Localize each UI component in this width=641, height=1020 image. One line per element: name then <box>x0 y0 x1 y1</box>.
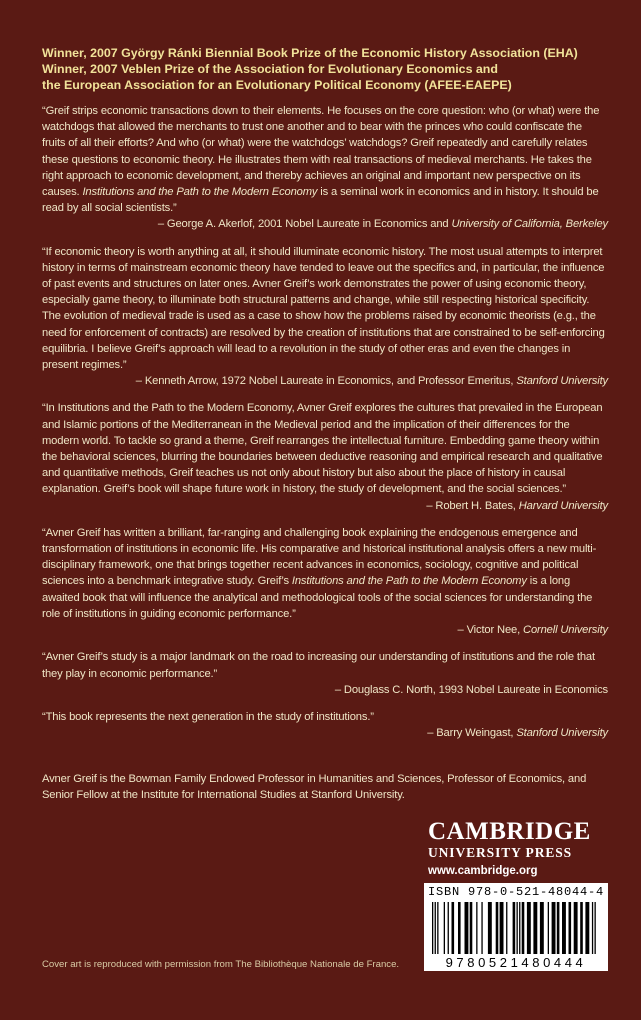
endorsements <box>42 103 608 752</box>
quote-segment: “Greif strips economic transactions down to their elements. He focuses on the core question: who (or what) were the watchdogs that allowed the merchants to trust one another and to bear with the princes who could confiscate the fruits of all their efforts? And who (or what) were the watchdogs’ watchdogs? Greif repeatedly and carefully relates these questions to economic theory. He illustrates them with real transactions of medieval merchants. He takes the right approach to economic development, and thereby achieves an original and important new perspective on its causes. <box>42 105 600 199</box>
barcode-bar <box>432 902 433 954</box>
isbn-barcode <box>424 883 608 971</box>
book-title: Institutions and the Path to the Modern Economy <box>82 186 318 199</box>
barcode-bar <box>574 902 578 954</box>
book-title: Institutions and the Path to the Modern Economy <box>291 575 527 588</box>
barcode-bars <box>430 902 602 956</box>
endorsement-quote <box>42 400 608 513</box>
quote-attribution <box>42 373 608 389</box>
quote-text <box>42 709 608 725</box>
cover-art-credit: Cover art is reproduced with permission from The Bibliothèque Nationale de France. <box>42 959 400 970</box>
quote-segment: “This book represents the next generation in the study of institutions.” <box>42 710 374 723</box>
barcode-bar <box>437 902 438 954</box>
barcode-bar <box>481 902 482 954</box>
awards-block <box>42 45 612 93</box>
quote-segment: “In Institutions and the Path to the Modern Economy, Avner Greif explores the cultures that prevailed in the European and Islamic portions of the Mediterranean in the Medieval period and the implication of their differences for the modern world. To tackle so grand a theme, Greif rearranges the intellectual furniture. Embedding game theory within the behavioral sciences, blurring the boundaries between deductive reasoning and empirical research and qualitative and quantitative methods, Greif teaches us not only about history but also about the place of history in causal explanation. Greif’s book will shape future work in history, the study of development, and the social sciences.” <box>42 402 603 496</box>
attribution-segment: – Victor Nee, <box>457 624 524 637</box>
barcode-bar <box>448 902 449 954</box>
barcode-bar <box>552 902 556 954</box>
quote-attribution <box>42 682 608 698</box>
quote-attribution <box>42 216 608 232</box>
quote-text <box>42 525 608 622</box>
barcode-bar <box>435 902 436 954</box>
attribution-segment: – Robert H. Bates, <box>426 499 519 512</box>
quote-segment: “Avner Greif’s study is a major landmark on the road to increasing our understanding of institutions and the role that they play in economic performance.” <box>42 651 595 680</box>
barcode-bar <box>458 902 461 954</box>
attribution-segment: – Barry Weingast, <box>427 727 517 740</box>
publisher-subname: UNIVERSITY PRESS <box>428 845 573 860</box>
barcode-bar <box>580 902 583 954</box>
publisher-url: www.cambridge.org <box>428 865 538 877</box>
barcode-bar <box>488 902 492 954</box>
quote-text <box>42 649 608 681</box>
barcode-bar <box>465 902 469 954</box>
quote-segment: “Avner Greif has written a brilliant, far-ranging and challenging book explaining the endogenous emergence and transformation of institutions in economic life. His comparative and historical institutional analysis offers a new multi-disciplinary framework, one that brings together recent advances in economics, sociology, cognitive and political sciences into a benchmark integrative study. Greif’s <box>42 526 597 588</box>
endorsement-quote <box>42 525 608 638</box>
quote-text <box>42 244 608 374</box>
quote-text <box>42 103 608 216</box>
endorsement-quote <box>42 244 608 390</box>
award-line: Winner, 2007 György Ránki Biennial Book Prize of the Economic History Association (EHA) <box>42 46 578 60</box>
publisher-logo <box>428 819 608 879</box>
barcode-bar <box>496 902 499 954</box>
barcode-bar <box>557 902 560 954</box>
barcode-bar <box>476 902 477 954</box>
barcode-bar <box>533 902 537 954</box>
quote-segment: is a seminal work in economics and in history. It should be read by all social scientists.” <box>42 186 599 215</box>
barcode-bar <box>444 902 445 954</box>
award-line: Winner, 2007 Veblen Prize of the Association for Evolutionary Economics and <box>42 62 498 76</box>
barcode-digits: 9780521480444 <box>445 955 587 970</box>
barcode-bar <box>470 902 473 954</box>
quote-text <box>42 400 608 497</box>
attribution-segment: – George A. Akerlof, 2001 Nobel Laureate in Economics and <box>157 218 452 231</box>
barcode-bar <box>527 902 531 954</box>
barcode-bar <box>517 902 518 954</box>
barcode-bar <box>562 902 566 954</box>
affiliation: Harvard University <box>518 499 608 512</box>
barcode-bar <box>569 902 572 954</box>
barcode-bar <box>506 902 507 954</box>
award-line: the European Association for an Evolutionary Political Economy (AFEE-EAEPE) <box>42 78 512 92</box>
barcode-bar <box>595 902 596 954</box>
attribution-segment: – Kenneth Arrow, 1972 Nobel Laureate in Economics, and Professor Emeritus, <box>135 375 517 388</box>
quote-segment: is a long awaited book that will influence the analytical and methodological tools of the social sciences for understanding the role of institutions in guiding economic performance.” <box>42 575 593 620</box>
barcode-bar <box>452 902 455 954</box>
barcode-bar <box>519 902 520 954</box>
barcode-bar <box>540 902 544 954</box>
quote-attribution <box>42 725 608 741</box>
quote-attribution <box>42 622 608 638</box>
barcode-bar <box>548 902 549 954</box>
endorsement-quote <box>42 649 608 698</box>
author-bio: Avner Greif is the Bowman Family Endowed Professor in Humanities and Sciences, Professor of Economics, and Senior Fellow at the Institute for International Studies at Stanford University. <box>42 773 587 802</box>
isbn-label: ISBN 978-0-521-48044-4 <box>427 885 605 899</box>
barcode-bar <box>592 902 593 954</box>
affiliation: University of California, Berkeley <box>451 218 608 231</box>
barcode-bar <box>585 902 589 954</box>
barcode-bar <box>513 902 516 954</box>
endorsement-quote <box>42 103 608 233</box>
affiliation: Cornell University <box>523 624 608 637</box>
barcode-bar <box>522 902 525 954</box>
publisher-name: CAMBRIDGE <box>428 818 591 845</box>
endorsement-quote <box>42 709 608 741</box>
attribution-segment: – Douglass C. North, 1993 Nobel Laureate in Economics <box>334 683 608 696</box>
barcode-bar <box>500 902 504 954</box>
affiliation: Stanford University <box>516 727 608 740</box>
quote-segment: “If economic theory is worth anything at all, it should illuminate economic history. The most usual attempts to interpret history in terms of mainstream economic theory have tended to leave out the specifics and, in particular, the influence of past events and structures on later ones. Avner Greif’s work demonstrates the power of using economic theory, especially game theory, to illuminate both structural patterns and change, while still respecting historical specificity. The evolution of medieval trade is used as a case to show how the problems raised by economic theorists (e.g., the need for enforcement of contracts) are resolved by the creation of institutions that are constrained to be self-enforcing equilibria. I believe Greif’s approach will lead to a revolution in the study of other eras and even the changes in present regimes.” <box>42 245 605 372</box>
affiliation: Stanford University <box>516 375 608 388</box>
quote-attribution <box>42 498 608 514</box>
